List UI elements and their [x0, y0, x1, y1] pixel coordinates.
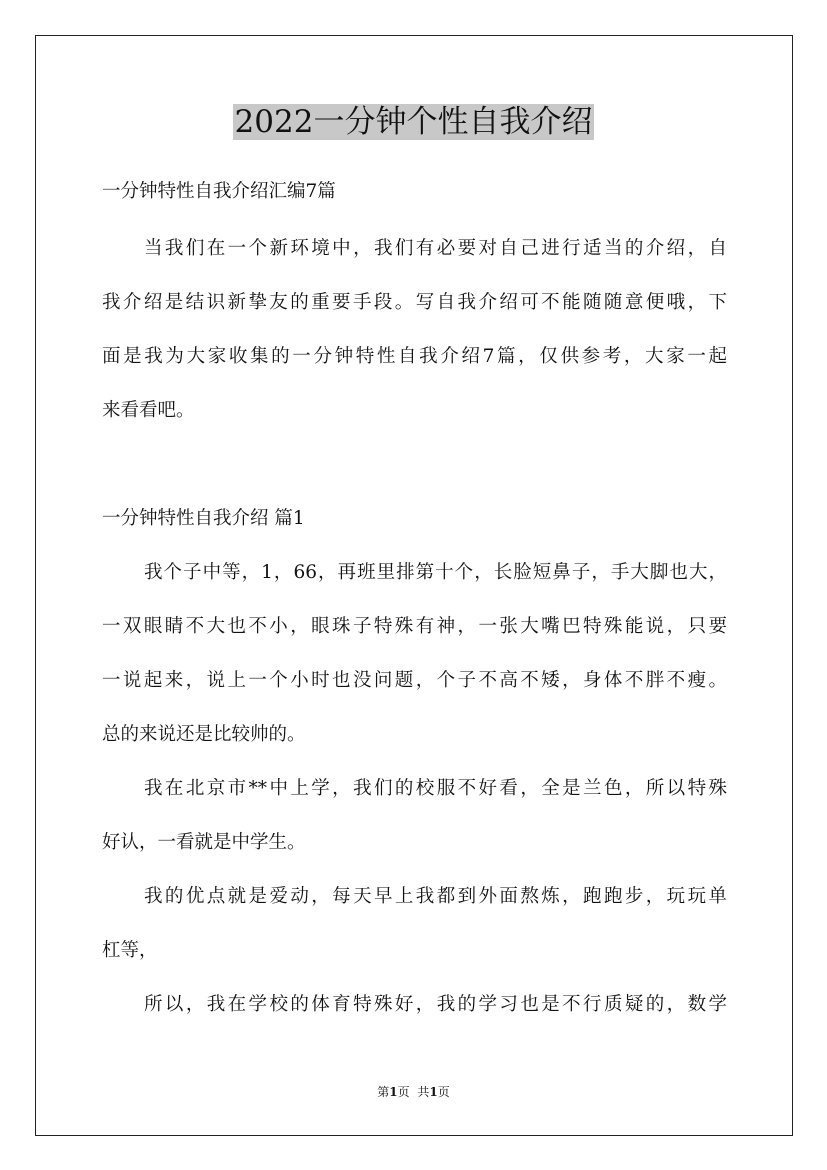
para4-line-1: 所以，我在学校的体育特殊好，我的学习也是不行质疑的，数学	[144, 994, 727, 1015]
intro-line-3: 面是我为大家收集的一分钟特性自我介绍7篇，仅供参考，大家一起	[102, 346, 727, 367]
intro-line-2: 我介绍是结识新挚友的重要手段。写自我介绍可不能随随意便哦，下	[102, 292, 727, 313]
document-subtitle: 一分钟特性自我介绍汇编7篇	[102, 181, 336, 202]
section-heading: 一分钟特性自我介绍 篇1	[102, 508, 305, 529]
footer-total-prefix: 共	[417, 1085, 430, 1099]
intro-line-4: 来看看吧。	[102, 400, 195, 421]
document-title-text: 2022一分钟个性自我介绍	[234, 104, 593, 140]
para1-line-3: 一说起来，说上一个小时也没问题，个子不高不矮，身体不胖不瘦。	[102, 670, 727, 691]
para2-line-1: 我在北京市**中上学，我们的校服不好看，全是兰色，所以特殊	[144, 778, 727, 799]
document-title	[0, 101, 827, 143]
footer-total-suffix: 页	[437, 1085, 450, 1099]
footer-page-number: 1	[389, 1085, 398, 1099]
footer-page-prefix: 第	[377, 1085, 390, 1099]
para2-line-2: 好认，一看就是中学生。	[102, 832, 306, 853]
para1-line-2: 一双眼睛不大也不小，眼珠子特殊有神，一张大嘴巴特殊能说，只要	[102, 616, 727, 637]
para1-line-1: 我个子中等，1，66，再班里排第十个，长脸短鼻子，手大脚也大，	[144, 562, 727, 583]
para3-line-1: 我的优点就是爱动，每天早上我都到外面熬炼，跑跑步，玩玩单	[144, 886, 727, 907]
footer-page-suffix: 页	[397, 1085, 410, 1099]
para1-line-4: 总的来说还是比较帅的。	[102, 724, 306, 745]
intro-line-1: 当我们在一个新环境中，我们有必要对自己进行适当的介绍，自	[144, 238, 727, 259]
footer-total-pages: 1	[429, 1085, 438, 1099]
page-footer	[0, 1083, 827, 1101]
para3-line-2: 杠等，	[102, 940, 158, 961]
